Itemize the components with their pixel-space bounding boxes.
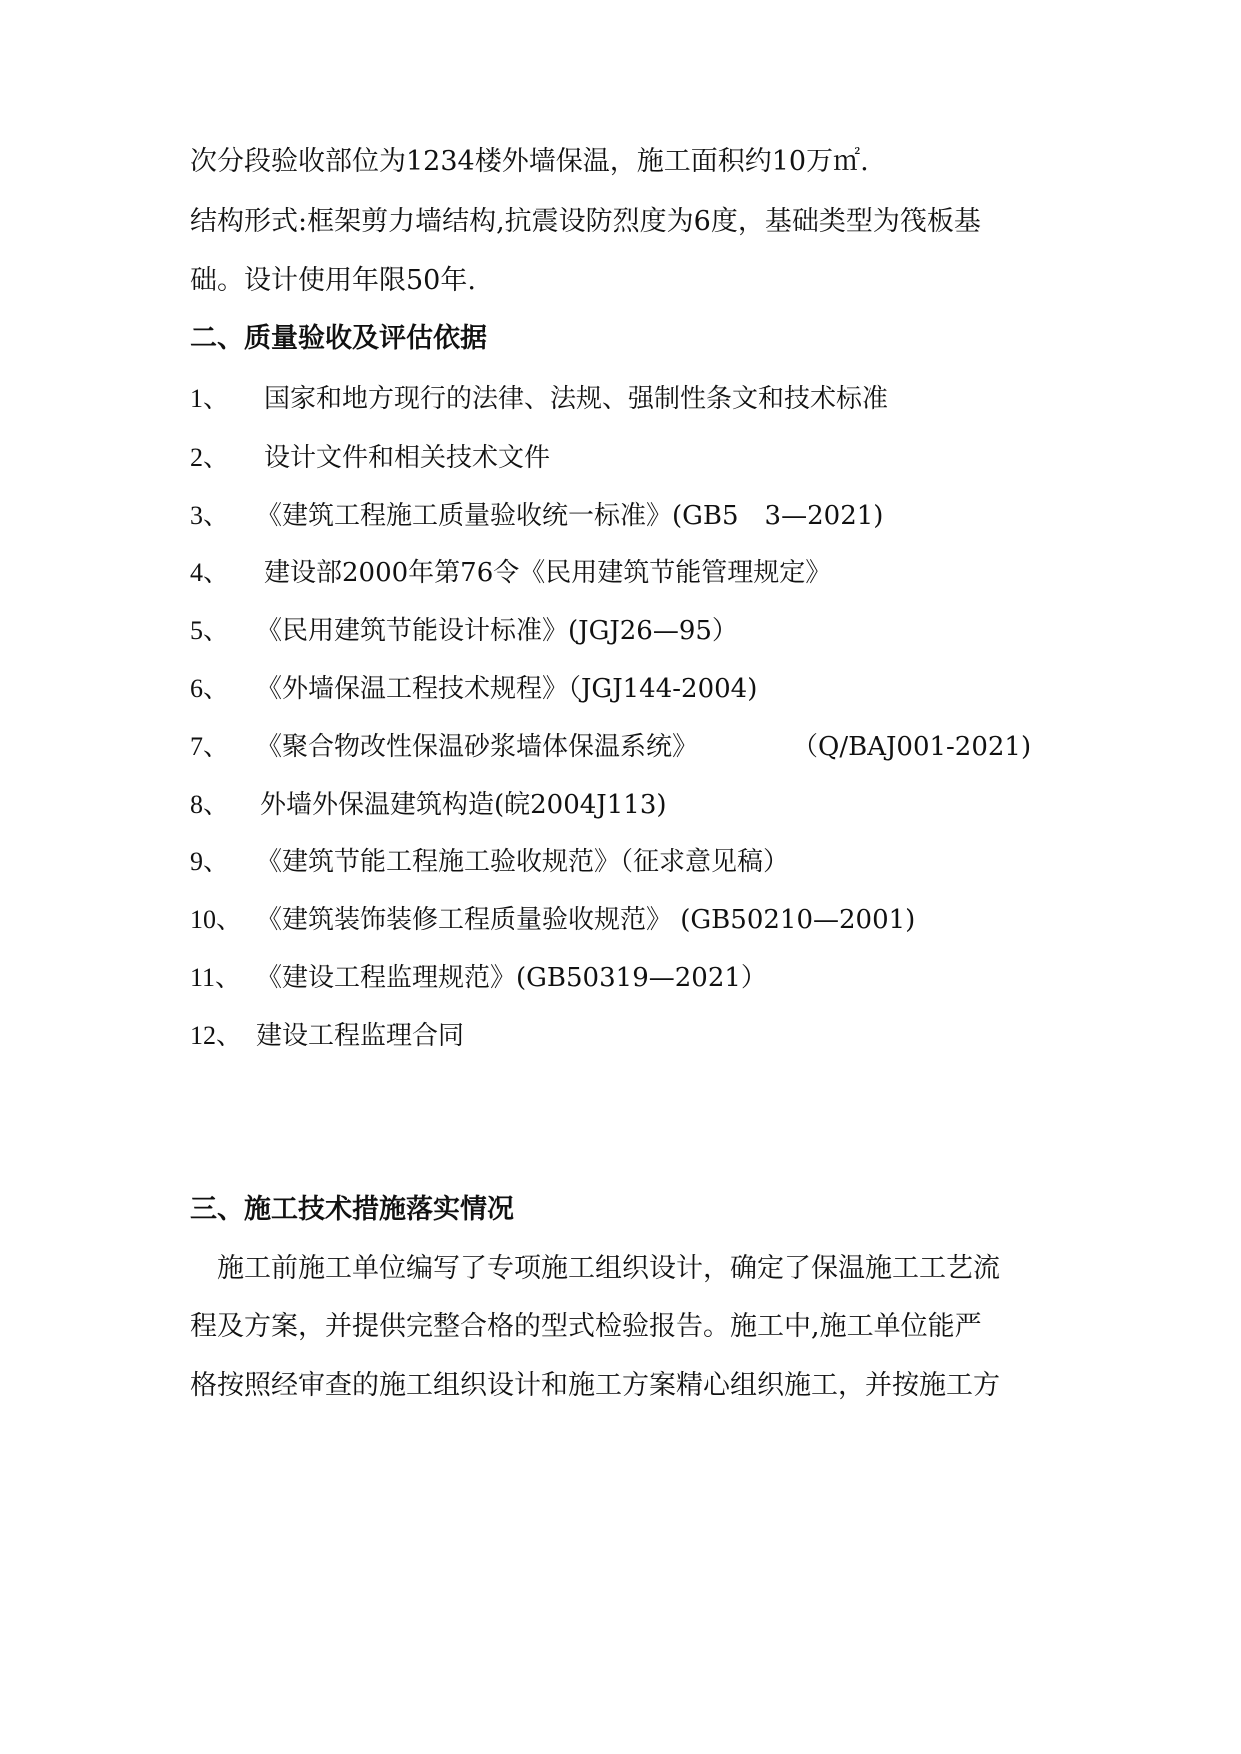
paragraph-line-1: 施工前施工单位编写了专项施工组织设计，确定了保温施工工艺流 — [190, 1253, 1000, 1284]
list-item-text: 《聚合物改性保温砂浆墙体保温系统》 — [256, 732, 699, 762]
list-item — [190, 960, 767, 996]
list-item-text: 《民用建筑节能设计标准》(JGJ26—95） — [256, 616, 738, 646]
list-item-text: 设计文件和相关技术文件 — [264, 443, 551, 473]
list-item — [190, 729, 1031, 765]
list-item-number: 4、 — [190, 558, 230, 587]
list-item — [190, 498, 883, 534]
list-item-number: 2、 — [190, 443, 230, 472]
list-item — [190, 1018, 464, 1054]
list-item — [190, 555, 831, 591]
list-item-text: 《建筑装饰装修工程质量验收规范》 (GB50210—2001) — [256, 905, 916, 935]
list-item — [190, 902, 915, 938]
list-item-number: 10、 — [190, 905, 243, 934]
list-item-number: 12、 — [190, 1021, 243, 1050]
list-item-number: 9、 — [190, 847, 230, 876]
intro-line-1: 次分段验收部位为1234楼外墙保温，施工面积约10万㎡. — [190, 146, 869, 177]
intro-line-3: 础。设计使用年限50年. — [190, 265, 476, 296]
list-item-text: 《外墙保温工程技术规程》（JGJ144-2004) — [256, 674, 758, 704]
list-item — [190, 787, 667, 823]
list-item-code: （Q/BAJ001-2021) — [792, 732, 1032, 762]
list-item-text: 《建筑节能工程施工验收规范》（征求意见稿） — [256, 847, 790, 877]
intro-line-2: 结构形式:框架剪力墙结构,抗震设防烈度为6度，基础类型为筏板基 — [190, 206, 981, 237]
list-item — [190, 671, 757, 707]
paragraph-line-3: 格按照经审查的施工组织设计和施工方案精心组织施工，并按施工方 — [190, 1370, 1000, 1401]
list-item — [190, 613, 738, 649]
list-item — [190, 440, 550, 476]
list-item-number: 1、 — [190, 384, 230, 413]
list-item — [190, 844, 789, 880]
list-item-number: 11、 — [190, 963, 242, 992]
list-item-number: 5、 — [190, 616, 230, 645]
list-item-text: 《建筑工程施工质量验收统一标准》(GB5 3—2021) — [256, 501, 884, 531]
list-item-text: 《建设工程监理规范》(GB50319—2021） — [256, 963, 767, 993]
list-item-number: 8、 — [190, 790, 230, 819]
paragraph-line-2: 程及方案，并提供完整合格的型式检验报告。施工中,施工单位能严 — [190, 1311, 982, 1342]
list-item-text: 建设部2000年第76令《民用建筑节能管理规定》 — [264, 558, 832, 588]
section-2-heading: 二、质量验收及评估依据 — [190, 323, 487, 354]
list-item-text: 外墙外保温建筑构造(皖2004J113) — [260, 790, 667, 820]
list-item-number: 6、 — [190, 674, 230, 703]
list-item-text: 建设工程监理合同 — [256, 1021, 465, 1051]
list-item — [190, 381, 888, 417]
list-item-number: 7、 — [190, 732, 230, 761]
section-3-heading: 三、施工技术措施落实情况 — [190, 1194, 514, 1225]
list-item-number: 3、 — [190, 501, 230, 530]
list-item-text: 国家和地方现行的法律、法规、强制性条文和技术标准 — [264, 384, 889, 414]
